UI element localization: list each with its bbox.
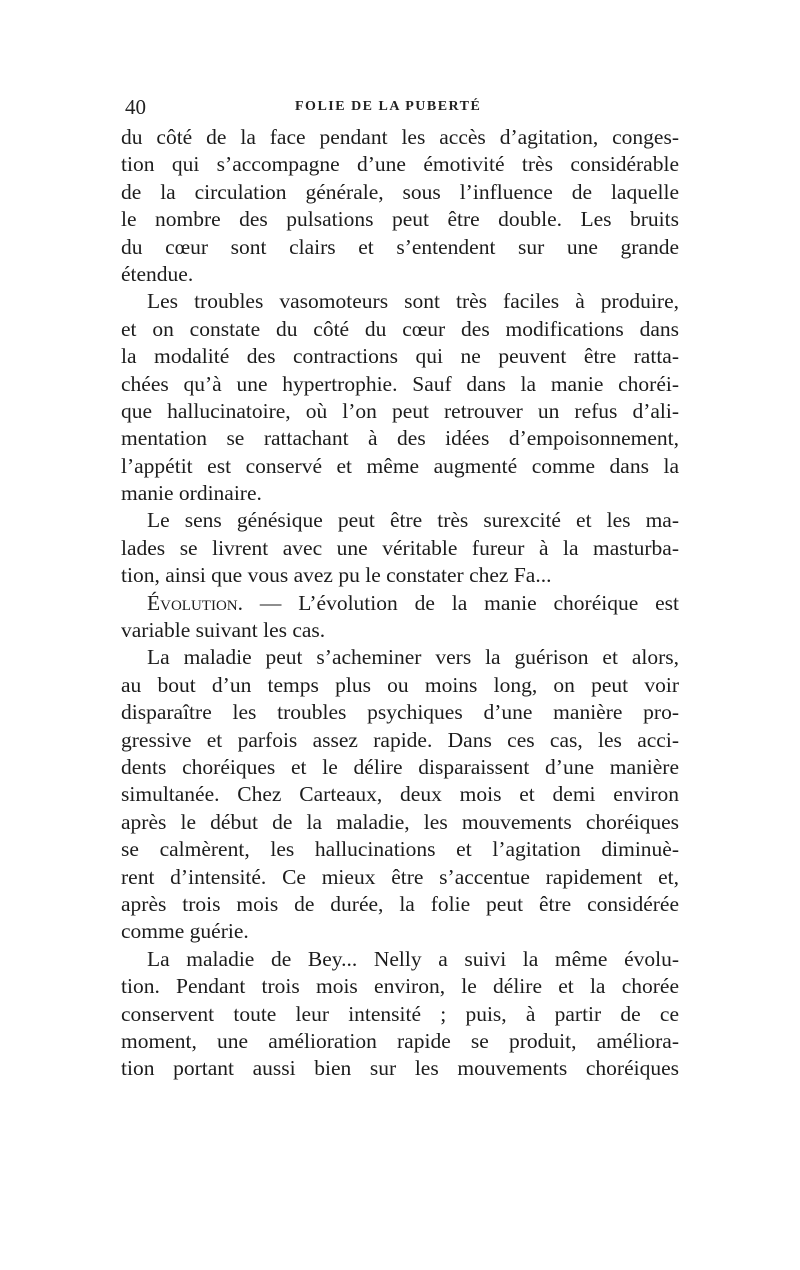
text-line: disparaître les troubles psychiques d’une manière pro-: [121, 700, 679, 725]
running-head: [125, 95, 680, 119]
text-line: de la circulation générale, sous l’influence de laquelle: [121, 179, 679, 204]
section-heading: Évolution.: [147, 590, 243, 615]
text-line: et on constate du côté du cœur des modifications dans: [121, 316, 679, 341]
text-line: lades se livrent avec une véritable fureur à la masturba-: [121, 535, 679, 560]
text-line: du côté de la face pendant les accès d’agitation, conges-: [121, 125, 679, 149]
text-line: le nombre des pulsations peut être double. Les bruits: [121, 207, 679, 232]
running-title: FOLIE DE LA PUBERTÉ: [295, 99, 482, 114]
text-line: du cœur sont clairs et s’entendent sur une grande: [121, 234, 679, 259]
text-line: conservent toute leur intensité ; puis, à partir de ce: [121, 1001, 679, 1026]
text-line: étendue.: [121, 261, 194, 286]
text-line: après le début de la maladie, les mouvements choréiques: [121, 809, 679, 834]
text-line: variable suivant les cas.: [121, 618, 326, 643]
text-line: l’appétit est conservé et même augmenté comme dans la: [121, 453, 679, 478]
text-line: gressive et parfois assez rapide. Dans ces cas, les acci-: [121, 727, 679, 752]
text-line: tion. Pendant trois mois environ, le délire et la chorée: [121, 974, 679, 999]
text-line: Le sens génésique peut être très surexcité et les ma-: [147, 508, 679, 533]
text-line: que hallucinatoire, où l’on peut retrouver un refus d’ali-: [121, 398, 679, 423]
text-line: rent d’intensité. Ce mieux être s’accentue rapidement et,: [121, 864, 679, 889]
text-line: tion qui s’accompagne d’une émotivité très considérable: [121, 152, 679, 177]
text-line: moment, une amélioration rapide se produit, améliora-: [121, 1028, 679, 1053]
text-line: chées qu’à une hypertrophie. Sauf dans la manie choréi-: [121, 371, 679, 396]
text-line: la modalité des contractions qui ne peuvent être ratta-: [121, 344, 679, 369]
text-line: La maladie peut s’acheminer vers la guérison et alors,: [147, 645, 679, 670]
text-line: après trois mois de durée, la folie peut être considérée: [121, 891, 679, 916]
text-line: mentation se rattachant à des idées d’empoisonnement,: [121, 426, 679, 451]
text-line: dents choréiques et le délire disparaissent d’une manière: [121, 754, 679, 779]
text-line: Évolution. — L’évolution de la manie choréique est: [147, 590, 679, 615]
text-line: tion portant aussi bien sur les mouvements choréiques: [121, 1056, 679, 1081]
body-text: [121, 124, 679, 1083]
text-line: manie ordinaire.: [121, 481, 262, 506]
text-line: simultanée. Chez Carteaux, deux mois et demi environ: [121, 782, 679, 807]
text-line: Les troubles vasomoteurs sont très faciles à produire,: [147, 289, 679, 314]
text-line: comme guérie.: [121, 919, 249, 944]
text-line: au bout d’un temps plus ou moins long, on peut voir: [121, 672, 679, 697]
page-number: 40: [125, 95, 146, 119]
text-line: se calmèrent, les hallucinations et l’agitation diminuè-: [121, 837, 679, 862]
text-line: tion, ainsi que vous avez pu le constater chez Fa...: [121, 563, 552, 588]
text-line: La maladie de Bey... Nelly a suivi la même évolu-: [147, 946, 679, 971]
